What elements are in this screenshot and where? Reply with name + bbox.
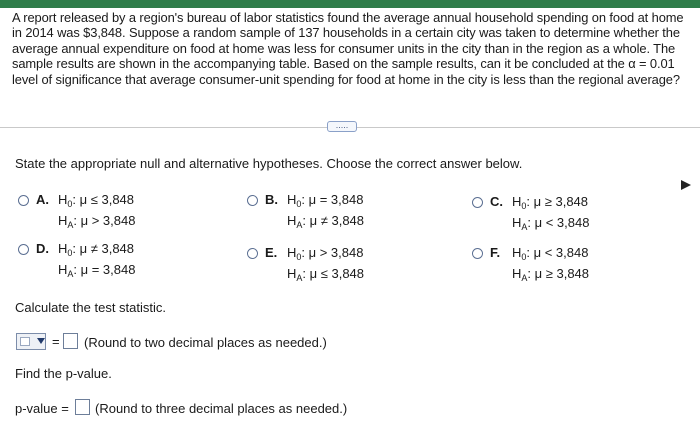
pvalue-input[interactable] [75, 399, 90, 415]
null-hypothesis: $H_0$: μ ≥ 3,848 [512, 194, 589, 211]
question-line: in 2014 was $3,848. Suppose a random sample of 137 households in a certain city was taken to determine whether the [12, 25, 680, 41]
option-letter: B. [265, 192, 278, 207]
option-letter: F. [490, 245, 501, 260]
option-letter: C. [490, 194, 503, 209]
radio-a[interactable] [18, 195, 29, 206]
instruction-text: State the appropriate null and alternative hypotheses. Choose the correct answer below. [15, 156, 523, 171]
option-letter: E. [265, 245, 278, 260]
null-hypothesis: $H_0$: μ < 3,848 [512, 245, 589, 262]
null-hypothesis: $H_0$: μ ≠ 3,848 [58, 241, 135, 258]
radio-f[interactable] [472, 248, 483, 259]
pvalue-hint: (Round to three decimal places as needed.) [95, 401, 348, 416]
alt-hypothesis: $H_A$: μ < 3,848 [512, 215, 590, 232]
test-stat-hint: (Round to two decimal places as needed.) [84, 335, 327, 350]
pvalue-label: p-value = [15, 401, 69, 416]
option-letter: A. [36, 192, 49, 207]
null-hypothesis: $H_0$: μ > 3,848 [287, 245, 364, 262]
question-line: sample results are shown in the accompanying table. Based on the sample results, can it be concluded at the α = 0.01 [12, 56, 675, 72]
alt-hypothesis: $H_A$: μ ≥ 3,848 [512, 266, 590, 283]
radio-e[interactable] [247, 248, 258, 259]
null-hypothesis: $H_0$: μ = 3,848 [287, 192, 364, 209]
equals-sign: = [52, 334, 60, 349]
null-hypothesis: $H_0$: μ ≤ 3,848 [58, 192, 135, 209]
expand-button[interactable]: ..... [327, 121, 357, 132]
statistic-dropdown[interactable] [16, 333, 46, 350]
alt-hypothesis: $H_A$: μ ≠ 3,848 [287, 213, 365, 230]
radio-b[interactable] [247, 195, 258, 206]
test-stat-prompt: Calculate the test statistic. [15, 300, 167, 315]
question-line: level of significance that average consumer-unit spending for food at home in the city is less than the regional average? [12, 71, 680, 87]
dropdown-box [20, 337, 30, 346]
radio-c[interactable] [472, 197, 483, 208]
question-line: average annual expenditure on food at home was less for consumer units in the city than in the region as a whole. The [12, 40, 676, 56]
test-stat-input[interactable] [63, 333, 78, 349]
question-line: A report released by a region's bureau of labor statistics found the average annual household spending on food at home [12, 10, 684, 25]
option-letter: D. [36, 241, 49, 256]
question-text [12, 10, 696, 87]
alt-hypothesis: $H_A$: μ > 3,848 [58, 213, 136, 230]
alt-hypothesis: $H_A$: μ ≤ 3,848 [287, 266, 365, 283]
top-accent-bar [0, 0, 700, 8]
radio-d[interactable] [18, 244, 29, 255]
mouse-cursor-icon [681, 180, 691, 190]
alt-hypothesis: $H_A$: μ = 3,848 [58, 262, 136, 279]
chevron-down-icon [37, 338, 45, 344]
pvalue-prompt: Find the p-value. [15, 366, 112, 381]
